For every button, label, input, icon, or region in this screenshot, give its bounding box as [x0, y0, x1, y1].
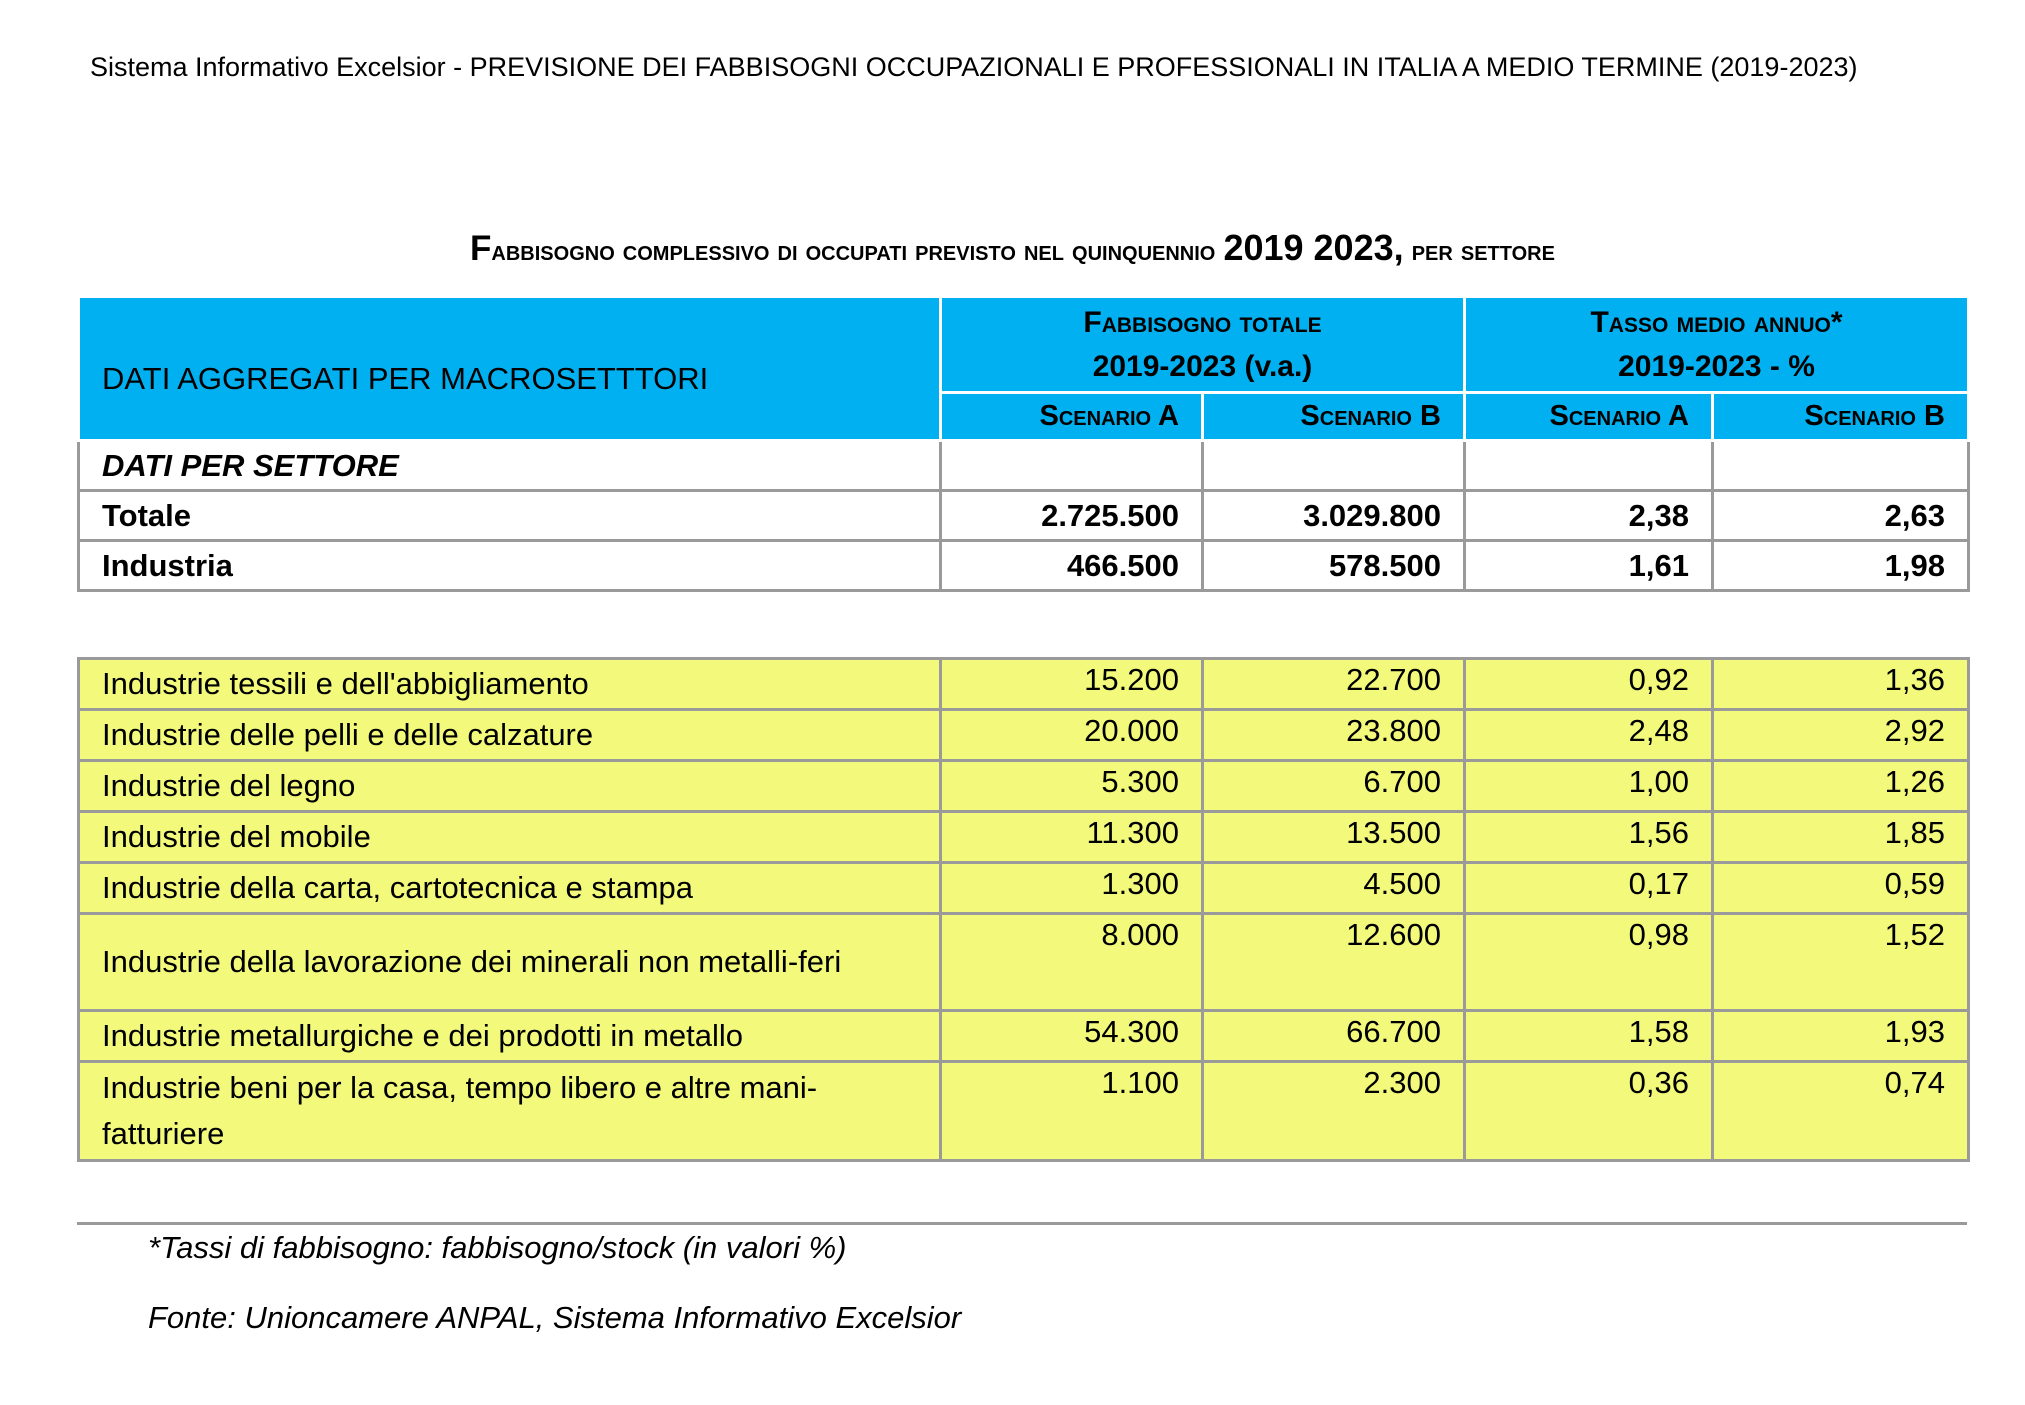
tasso-medio-header [1465, 297, 1969, 393]
tasso-a-cell: 0,17 [1465, 863, 1713, 914]
fabbisogno-a-cell: 54.300 [941, 1011, 1203, 1062]
tasso-a-cell: 1,00 [1465, 761, 1713, 812]
fabbisogno-b-cell: 3.029.800 [1203, 491, 1465, 541]
section-label: DATI PER SETTORE [79, 441, 941, 491]
fabbisogno-totale-header [941, 297, 1465, 393]
group2-subtitle: 2019-2023 - % [1618, 349, 1815, 383]
footnote: *Tassi di fabbisogno: fabbisogno/stock (in valori %) [148, 1230, 847, 1265]
group1-title: Fabbisogno totale [1083, 305, 1322, 339]
scenario-a-header: Scenario A [941, 393, 1203, 441]
tasso-b-cell: 0,74 [1713, 1062, 1969, 1161]
empty-cell [1465, 441, 1713, 491]
header-row [79, 297, 1969, 393]
empty-cell [1713, 441, 1969, 491]
macro-sector-header: DATI AGGREGATI PER MACROSETTTORI [79, 297, 941, 441]
empty-cell [941, 441, 1203, 491]
row-label: Industria [79, 541, 941, 591]
scenario-a-header: Scenario A [1465, 393, 1713, 441]
fabbisogno-a-cell: 15.200 [941, 659, 1203, 710]
row-label: Industrie metallurgiche e dei prodotti in metallo [79, 1011, 941, 1062]
title-prefix: abbisogno complessivo di occupati previsto nel quinquennio [491, 235, 1216, 267]
table-row [79, 863, 1969, 914]
row-label: Industrie del legno [79, 761, 941, 812]
tasso-b-cell: 1,85 [1713, 812, 1969, 863]
row-label: Industrie tessili e dell'abbigliamento [79, 659, 941, 710]
tasso-a-cell: 0,36 [1465, 1062, 1713, 1161]
title-years: 2019 2023, [1223, 227, 1404, 268]
empty-cell [1203, 441, 1465, 491]
row-label: Totale [79, 491, 941, 541]
row-label: Industrie della carta, cartotecnica e stampa [79, 863, 941, 914]
fabbisogno-a-cell: 20.000 [941, 710, 1203, 761]
scenario-b-header: Scenario B [1203, 393, 1465, 441]
fabbisogno-b-cell: 6.700 [1203, 761, 1465, 812]
row-label: Industrie del mobile [79, 812, 941, 863]
fabbisogno-a-cell: 2.725.500 [941, 491, 1203, 541]
tasso-a-cell: 1,58 [1465, 1011, 1713, 1062]
document-header: Sistema Informativo Excelsior - PREVISIONE DEI FABBISOGNI OCCUPAZIONALI E PROFESSIONALI IN ITALIA A MEDIO TERMINE (2019-2023) [90, 52, 1858, 82]
tasso-b-cell: 1,52 [1713, 914, 1969, 1011]
tasso-b-cell: 1,26 [1713, 761, 1969, 812]
table-row [79, 1062, 1969, 1161]
tasso-b-cell: 2,63 [1713, 491, 1969, 541]
table-row [79, 812, 1969, 863]
tasso-a-cell: 1,61 [1465, 541, 1713, 591]
table-row [79, 1011, 1969, 1062]
fabbisogno-a-cell: 1.300 [941, 863, 1203, 914]
tasso-b-cell: 1,36 [1713, 659, 1969, 710]
tasso-b-cell: 2,92 [1713, 710, 1969, 761]
fabbisogno-a-cell: 5.300 [941, 761, 1203, 812]
fabbisogno-a-cell: 466.500 [941, 541, 1203, 591]
tasso-a-cell: 2,48 [1465, 710, 1713, 761]
scenario-b-header: Scenario B [1713, 393, 1969, 441]
row-label: Industrie delle pelli e delle calzature [79, 710, 941, 761]
fabbisogno-b-cell: 2.300 [1203, 1062, 1465, 1161]
fabbisogno-a-cell: 1.100 [941, 1062, 1203, 1161]
tasso-b-cell: 1,98 [1713, 541, 1969, 591]
footnote-divider [77, 1222, 1967, 1225]
table-row [79, 710, 1969, 761]
row-label: Industrie della lavorazione dei minerali non metalli-feri [79, 914, 941, 1011]
table-row [79, 541, 1969, 591]
tasso-a-cell: 2,38 [1465, 491, 1713, 541]
tasso-b-cell: 0,59 [1713, 863, 1969, 914]
tasso-a-cell: 0,98 [1465, 914, 1713, 1011]
fabbisogno-b-cell: 12.600 [1203, 914, 1465, 1011]
fabbisogno-a-cell: 11.300 [941, 812, 1203, 863]
fabbisogno-b-cell: 578.500 [1203, 541, 1465, 591]
table-row [79, 659, 1969, 710]
summary-table [77, 295, 1970, 592]
section-row [79, 441, 1969, 491]
table-title [0, 227, 2025, 269]
sector-detail-table [77, 657, 1970, 1162]
table-row [79, 491, 1969, 541]
title-initial: F [470, 229, 492, 268]
fabbisogno-a-cell: 8.000 [941, 914, 1203, 1011]
group2-title: Tasso medio annuo* [1590, 305, 1843, 339]
title-suffix: per settore [1411, 235, 1555, 267]
tasso-a-cell: 1,56 [1465, 812, 1713, 863]
fabbisogno-b-cell: 22.700 [1203, 659, 1465, 710]
tasso-a-cell: 0,92 [1465, 659, 1713, 710]
table-row [79, 914, 1969, 1011]
fabbisogno-b-cell: 4.500 [1203, 863, 1465, 914]
fabbisogno-b-cell: 13.500 [1203, 812, 1465, 863]
source-note: Fonte: Unioncamere ANPAL, Sistema Informativo Excelsior [148, 1300, 962, 1335]
fabbisogno-b-cell: 66.700 [1203, 1011, 1465, 1062]
tasso-b-cell: 1,93 [1713, 1011, 1969, 1062]
table-row [79, 761, 1969, 812]
group1-subtitle: 2019-2023 (v.a.) [1092, 349, 1313, 383]
fabbisogno-b-cell: 23.800 [1203, 710, 1465, 761]
row-label: Industrie beni per la casa, tempo libero e altre mani-fatturiere [79, 1062, 941, 1161]
